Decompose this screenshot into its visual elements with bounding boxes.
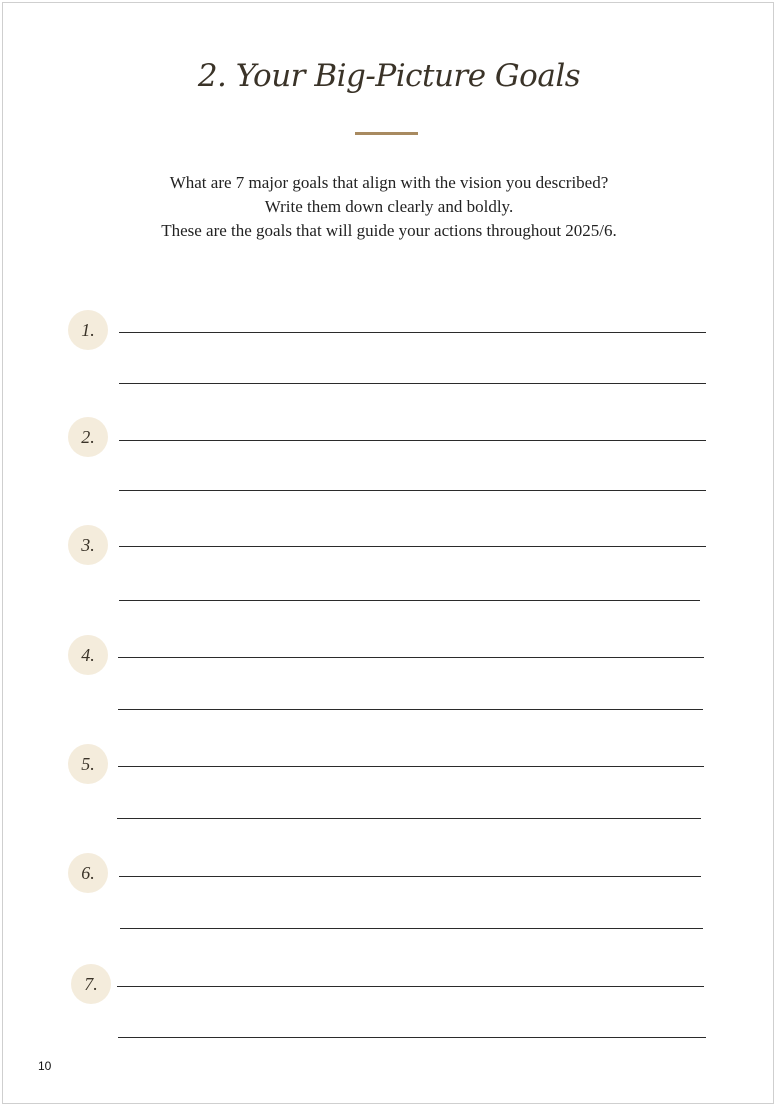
goal-7-write-line-2[interactable] [118, 1037, 706, 1038]
worksheet-page [2, 2, 774, 1104]
goal-3-write-line-2[interactable] [119, 600, 700, 601]
goal-1-write-line-1[interactable] [119, 332, 706, 333]
goal-4-write-line-2[interactable] [118, 709, 703, 710]
intro-line-3: These are the goals that will guide your actions throughout 2025/6. [161, 221, 617, 240]
goal-4-write-line-1[interactable] [118, 657, 704, 658]
goal-number-badge: 5. [68, 744, 108, 784]
goal-number-badge: 7. [71, 964, 111, 1004]
goal-number-badge: 3. [68, 525, 108, 565]
goal-number-badge: 6. [68, 853, 108, 893]
goal-6-write-line-2[interactable] [120, 928, 703, 929]
goal-7-write-line-1[interactable] [117, 986, 704, 987]
goal-number-badge: 2. [68, 417, 108, 457]
goal-3-write-line-1[interactable] [119, 546, 706, 547]
goal-1-write-line-2[interactable] [119, 383, 706, 384]
intro-text [0, 171, 778, 243]
goal-number-badge: 4. [68, 635, 108, 675]
goal-5-write-line-2[interactable] [117, 818, 701, 819]
intro-line-2: Write them down clearly and boldly. [264, 197, 514, 216]
goal-2-write-line-2[interactable] [119, 490, 706, 491]
page-title: 2. Your Big-Picture Goals [197, 58, 581, 94]
goal-6-write-line-1[interactable] [119, 876, 701, 877]
title-divider [355, 132, 418, 135]
goal-2-write-line-1[interactable] [119, 440, 706, 441]
goal-number-badge: 1. [68, 310, 108, 350]
page-number: 10 [38, 1059, 52, 1073]
intro-line-1: What are 7 major goals that align with the vision you described? [169, 173, 609, 192]
goal-5-write-line-1[interactable] [118, 766, 704, 767]
